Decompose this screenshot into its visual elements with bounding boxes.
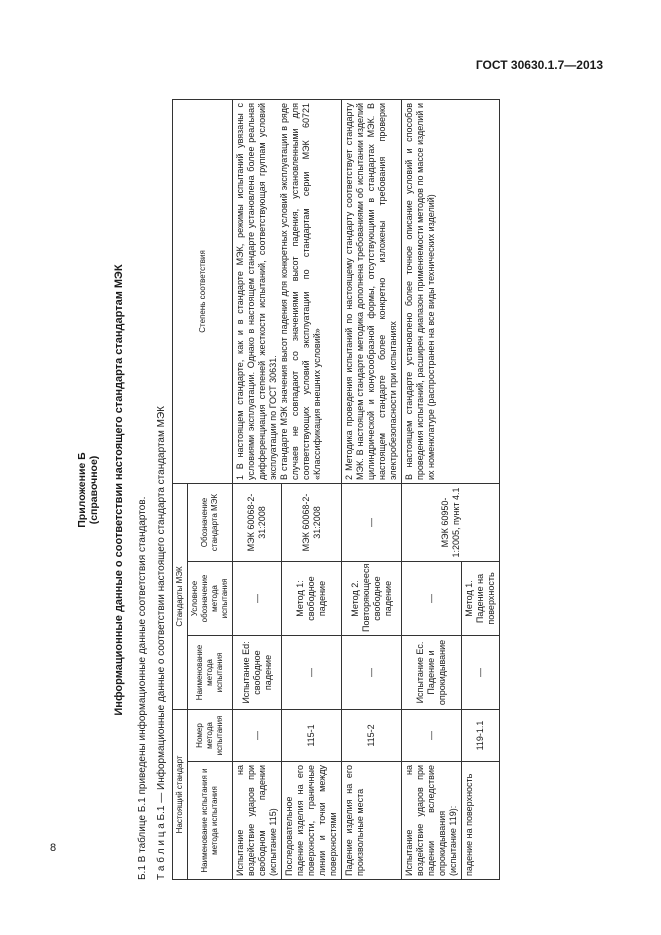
column-header-degree: Степень соответствия	[173, 99, 233, 483]
column-header-iec-method-code: Условное обозначение метода испытания	[188, 561, 233, 635]
cell-method-number: 115-1	[282, 709, 342, 761]
cell-iec-method-name: Испытание Ed: свободное падение	[233, 635, 282, 709]
cell-degree: 1 В настоящем стандарте, как и в стандарте МЭК, режимы испытаний увязаны с условиями эксплуатации. Однако в настоящем стандарте установлена более реальная дифференциация степеней жесткости испытаний, соответствующая группам условий эксплуатации по ГОСТ 30631. В стандарте МЭК значения высот падения для конкретных условий эксплуатации в ряде случаев не совпадают со значениями высот падения, установленными для соответствующих условий эксплуатации по стандартам серии МЭК 60721 «Классификация внешних условий»	[233, 99, 342, 483]
correspondence-table	[172, 99, 500, 880]
appendix-subtitle: (справочное)	[88, 455, 100, 525]
cell-method-number: —	[402, 709, 462, 761]
cell-iec-method-code: Метод 1. Падение на поверхность	[462, 561, 500, 635]
cell-test-name: Испытание на воздействие ударов при падении вследствие опрокидывания (испытание 119):	[402, 762, 462, 880]
cell-iec-method-code: Метод 2. Повторяющееся свободное падение	[342, 561, 402, 635]
cell-iec-standard: МЭК 60950-1:2005, пункт 4.1	[402, 483, 500, 561]
column-header-iec-method-name: Наименование метода испытания	[188, 635, 233, 709]
cell-iec-method-name: —	[462, 635, 500, 709]
table-row	[233, 99, 282, 879]
cell-iec-standard: МЭК 60068-2-31:2008	[233, 483, 282, 561]
appendix-title: Приложение Б	[76, 452, 88, 528]
group-header-national: Настоящий стандарт	[173, 709, 188, 879]
rotated-appendix-content	[76, 100, 636, 880]
cell-iec-method-name: —	[342, 635, 402, 709]
cell-iec-standard: —	[342, 483, 402, 561]
cell-degree: В настоящем стандарте установлено более точное описание условий и способов проведения испытаний, расширен диапазон применяемости методов по массе изделий и их номенклатуре (распространен на все виды технических изделий)	[402, 99, 500, 483]
cell-test-name: падение на поверхность	[462, 762, 500, 880]
cell-iec-method-code: —	[233, 561, 282, 635]
cell-iec-method-name: Испытание Ec. Падение и опрокидывание	[402, 635, 462, 709]
cell-iec-method-name: —	[282, 635, 342, 709]
cell-iec-method-code: Метод 1: свободное падение	[282, 561, 342, 635]
cell-test-name: Последовательное падение изделия на его поверхности, граничные линии и точки между поверхностями	[282, 762, 342, 880]
intro-paragraph: Б.1 В таблице Б.1 приведены информационные данные соответствия стандартов.	[137, 496, 148, 880]
table-caption: Т а б л и ц а Б.1 — Информационные данные о соответствии настоящего стандарта стандартам МЭК	[156, 406, 167, 880]
page-number: 8	[50, 842, 57, 854]
appendix-heading: Информационные данные о соответствии настоящего стандарта стандартам МЭК	[113, 264, 125, 716]
cell-test-name: Испытание на воздействие ударов при свободном падении (испытание 115)	[233, 762, 282, 880]
document-code: ГОСТ 30630.1.7—2013	[475, 58, 603, 72]
table-group-header-row	[173, 99, 188, 879]
cell-iec-standard: МЭК 60068-2-31:2008	[282, 483, 342, 561]
cell-method-number: 119-1.1	[462, 709, 500, 761]
table-row	[402, 99, 462, 879]
cell-test-name: Падение изделия на его произвольные места	[342, 762, 402, 880]
cell-method-number: —	[233, 709, 282, 761]
column-header-test-name: Наименование испытания и метода испытания	[188, 762, 233, 880]
column-header-iec-standard: Обозначение стандарта МЭК	[188, 483, 233, 561]
group-header-iec: Стандарты МЭК	[173, 483, 188, 709]
cell-iec-method-code: —	[402, 561, 462, 635]
cell-method-number: 115-2	[342, 709, 402, 761]
table-row	[342, 99, 402, 879]
column-header-method-number: Номер метода испытания	[188, 709, 233, 761]
cell-degree: 2 Методика проведения испытаний по настоящему стандарту соответствует стандарту МЭК. В настоящем стандарте методика дополнена требованиями об испытании изделий цилиндрической и конусообразной формы, отсутствующими в стандартах МЭК. В настоящем стандарте более конкретно изложены требования проверки электробезопасности при испытаниях	[342, 99, 402, 483]
